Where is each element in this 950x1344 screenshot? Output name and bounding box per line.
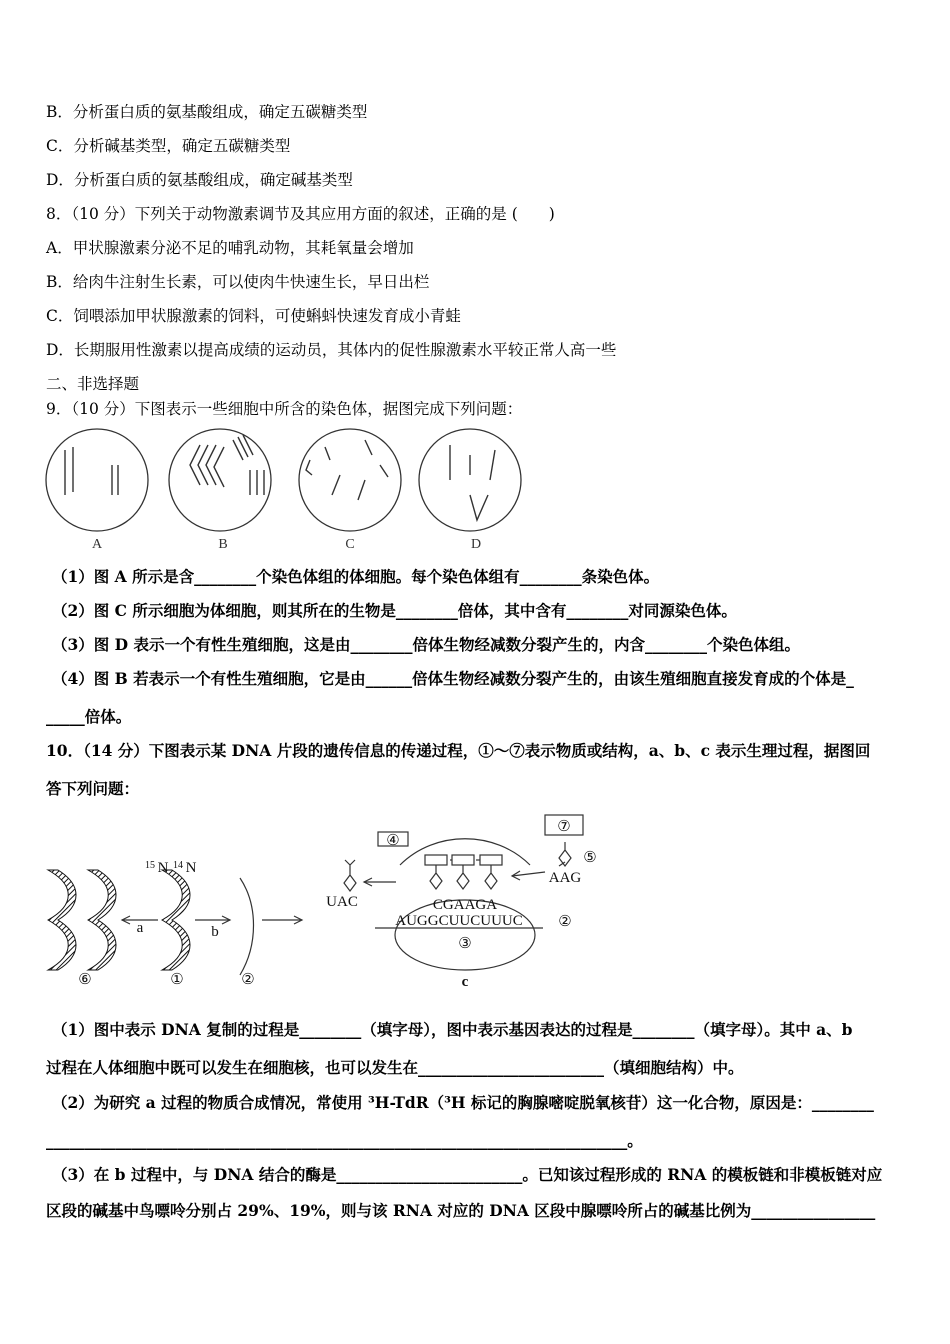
question-9: 9．（10 分）下图表示一些细胞中所含的染色体，据图完成下列问题：	[46, 400, 523, 418]
question-10b: 答下列问题：	[46, 779, 140, 798]
q10-part-2b: ___________________________________________________________________________。	[46, 1131, 643, 1150]
label-5: ⑤	[583, 850, 597, 866]
dna-helix-6b	[88, 870, 116, 970]
cell-d	[419, 429, 521, 531]
q10-part-3a: （3）在 b 过程中，与 DNA 结合的酶是________________________。已知该过程形成的 RNA 的模板链和非模板链对应	[52, 1165, 883, 1184]
mrna-seq: AUGGCUUCUUUC	[395, 913, 523, 929]
label-15-sup: 15	[145, 860, 155, 871]
option-d: D．分析蛋白质的氨基酸组成，确定碱基类型	[46, 171, 353, 189]
cell-c	[299, 429, 401, 531]
question-8: 8．（10 分）下列关于动物激素调节及其应用方面的叙述，正确的是 ( )	[46, 205, 555, 223]
chromosome-figure	[40, 425, 530, 555]
label-15n: N	[157, 860, 169, 876]
q10-part-3b: 区段的碱基中鸟嘌呤分别占 29%、19%，则与该 RNA 对应的 DNA 区段中腺嘌呤所占的碱基比例为________________	[46, 1201, 876, 1220]
q10-part-1b: 过程在人体细胞中既可以发生在细胞核，也可以发生在________________________（填细胞结构）中。	[46, 1058, 744, 1077]
label-b: b	[211, 924, 219, 940]
label-c: C	[345, 537, 355, 552]
anticodon-seq: CGAAGA	[432, 897, 498, 913]
dna-helix-6a	[48, 870, 76, 970]
q10-part-1a: （1）图中表示 DNA 复制的过程是________（填字母），图中表示基因表达的过程是________（填字母）。其中 a、b	[52, 1020, 853, 1039]
label-7: ⑦	[557, 819, 571, 835]
option-c: C．分析碱基类型，确定五碳糖类型	[46, 137, 291, 155]
cell-a	[46, 429, 148, 531]
dna-process-figure	[40, 810, 620, 1000]
q9-part-4a: （4）图 B 若表示一个有性生殖细胞，它是由______倍体生物经减数分裂产生的，由该生殖细胞直接发育成的个体是_	[52, 669, 854, 688]
q9-part-2: （2）图 C 所示细胞为体细胞，则其所在的生物是________倍体，其中含有________对同源染色体。	[52, 601, 737, 620]
option-b: B．分析蛋白质的氨基酸组成，确定五碳糖类型	[46, 103, 368, 121]
q9-part-3: （3）图 D 表示一个有性生殖细胞，这是由________倍体生物经减数分裂产生的，内含________个染色体组。	[52, 635, 801, 654]
q9-part-4b: _____倍体。	[46, 707, 132, 726]
label-b: B	[218, 537, 228, 552]
label-4: ④	[386, 833, 400, 849]
label-2-right: ②	[558, 914, 572, 930]
label-c: c	[461, 974, 469, 990]
label-a: A	[91, 537, 103, 552]
q8-option-c: C．饲喂添加甲状腺激素的饲料，可使蝌蚪快速发育成小青蛙	[46, 307, 461, 325]
label-2: ②	[241, 972, 255, 988]
label-14n: N	[185, 860, 197, 876]
section-heading: 二、非选择题	[46, 375, 140, 393]
q9-part-1: （1）图 A 所示是含________个染色体组的体细胞。每个染色体组有________条染色体。	[52, 567, 660, 586]
label-14-sup: 14	[173, 860, 183, 871]
label-1: ①	[170, 972, 184, 988]
q8-option-b: B．给肉牛注射生长素，可以使肉牛快速生长，早日出栏	[46, 273, 430, 291]
trna-uac: UAC	[326, 894, 358, 910]
dna-helix-1	[162, 870, 190, 970]
q8-option-d: D．长期服用性激素以提高成绩的运动员，其体内的促性腺激素水平较正常人高一些	[46, 341, 617, 359]
label-3: ③	[458, 936, 472, 952]
q8-option-a: A．甲状腺激素分泌不足的哺乳动物，其耗氧量会增加	[46, 239, 414, 257]
label-6: ⑥	[78, 972, 92, 988]
trna-aag: AAG	[548, 870, 582, 886]
q10-part-2a: （2）为研究 a 过程的物质合成情况，常使用 ³H-TdR（³H 标记的胸腺嘧啶脱氧核苷）这一化合物，原因是：________	[52, 1093, 874, 1112]
question-10a: 10．（14 分）下图表示某 DNA 片段的遗传信息的传递过程，①～⑦表示物质或结构，a、b、c 表示生理过程，据图回	[46, 741, 871, 760]
label-a: a	[136, 920, 144, 936]
label-d: D	[470, 537, 482, 552]
